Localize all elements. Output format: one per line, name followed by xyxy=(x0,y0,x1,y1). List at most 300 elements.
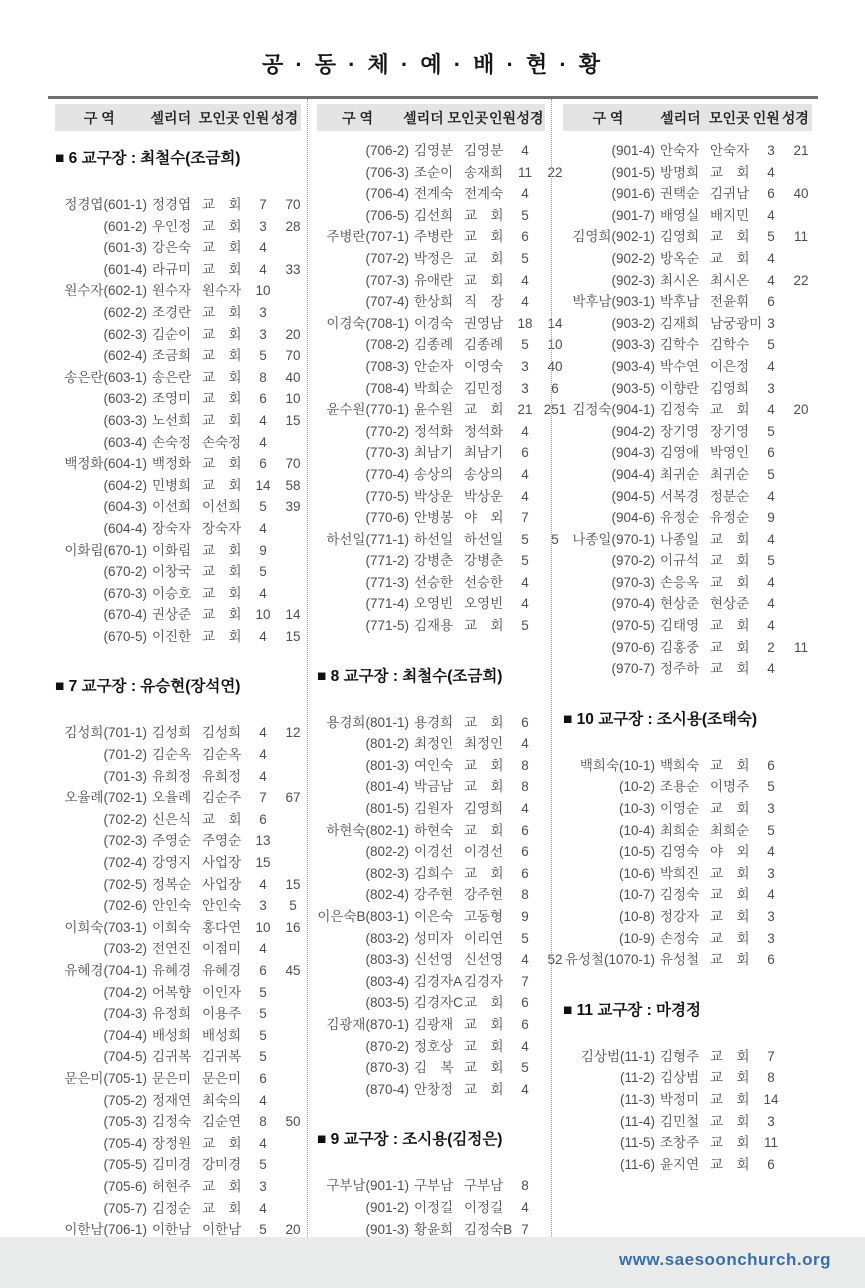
place-cell: 유정순 xyxy=(710,510,750,526)
bible-cell: 14 xyxy=(285,607,301,623)
table-row xyxy=(55,1025,301,1047)
table-row xyxy=(55,1046,301,1068)
table-row xyxy=(563,841,812,863)
table-row xyxy=(563,928,812,950)
table-row xyxy=(55,345,301,367)
leader-cell: 김영애 xyxy=(660,445,700,461)
place-cell: 교 회 xyxy=(710,229,750,245)
leader-cell: 김순옥 xyxy=(152,747,192,763)
place-cell: 문은미 xyxy=(202,1070,242,1086)
bible-cell: 33 xyxy=(285,261,301,277)
bible-cell: 70 xyxy=(285,348,301,364)
rows-block xyxy=(55,194,301,647)
count-cell: 7 xyxy=(521,510,529,526)
place-cell: 권영남 xyxy=(464,315,504,331)
place-cell: 교 회 xyxy=(202,369,242,385)
district-cell: (704-2) xyxy=(103,984,147,1000)
leader-cell: 유애란 xyxy=(414,272,454,288)
count-cell: 5 xyxy=(767,337,775,353)
table-row xyxy=(563,248,812,270)
leader-cell: 김학수 xyxy=(660,337,700,353)
table-row xyxy=(317,291,545,313)
header-cell-leader: 셀리더 xyxy=(660,109,701,126)
leader-cell: 박정은 xyxy=(414,250,454,266)
bible-cell: 40 xyxy=(285,369,301,385)
district-cell: (705-2) xyxy=(103,1092,147,1108)
count-cell: 18 xyxy=(517,315,533,331)
leader-cell: 윤지연 xyxy=(660,1156,700,1172)
table-row xyxy=(563,572,812,594)
place-cell: 강병춘 xyxy=(464,553,504,569)
leader-cell: 이규석 xyxy=(660,553,700,569)
leader-cell: 송상의 xyxy=(414,466,454,482)
place-cell: 이경선 xyxy=(464,844,504,860)
table-row xyxy=(55,237,301,259)
leader-cell: 박희순 xyxy=(414,380,454,396)
bible-cell: 40 xyxy=(547,358,563,374)
count-cell: 4 xyxy=(259,412,267,428)
leader-cell: 정석화 xyxy=(414,423,454,439)
place-cell: 교 회 xyxy=(710,531,750,547)
table-row xyxy=(563,949,812,971)
leader-cell: 김민철 xyxy=(660,1113,700,1129)
place-cell: 전계숙 xyxy=(464,186,504,202)
district-cell: (970-4) xyxy=(611,596,655,612)
table-row xyxy=(55,432,301,454)
table-column-2 xyxy=(307,99,567,1241)
header-cell-place: 모인곳 xyxy=(198,109,240,126)
leader-cell: 김희수 xyxy=(414,865,454,881)
place-cell: 교 회 xyxy=(710,1135,750,1151)
place-cell: 교 회 xyxy=(710,930,750,946)
table-row xyxy=(563,270,812,292)
count-cell: 3 xyxy=(521,380,529,396)
place-cell: 배지민 xyxy=(710,207,750,223)
district-cell: (10-2) xyxy=(618,779,655,795)
bible-cell: 67 xyxy=(285,790,301,806)
place-cell: 교 회 xyxy=(202,391,242,407)
place-cell: 교 회 xyxy=(710,757,750,773)
count-cell: 5 xyxy=(259,564,267,580)
district-cell: (10-3) xyxy=(618,801,655,817)
place-cell: 선승한 xyxy=(464,574,504,590)
bible-cell: 5 xyxy=(551,531,559,547)
table-row xyxy=(563,162,812,184)
district-cell: (708-3) xyxy=(365,358,409,374)
count-cell: 4 xyxy=(259,628,267,644)
table-row xyxy=(563,421,812,443)
place-cell: 교 회 xyxy=(202,218,242,234)
district-cell: (602-4) xyxy=(103,348,147,364)
count-cell: 7 xyxy=(767,1048,775,1064)
table-row xyxy=(563,205,812,227)
count-cell: 8 xyxy=(259,1114,267,1130)
count-cell: 4 xyxy=(259,876,267,892)
district-cell: 김정숙(904-1) xyxy=(572,402,655,418)
leader-cell: 김정숙 xyxy=(152,1114,192,1130)
place-cell: 장숙자 xyxy=(202,520,242,536)
count-cell: 5 xyxy=(521,553,529,569)
leader-cell: 김순이 xyxy=(152,326,192,342)
district-cell: (11-6) xyxy=(619,1156,655,1172)
district-cell: (771-2) xyxy=(365,553,409,569)
district-cell: (706-2) xyxy=(365,143,409,158)
place-cell: 김영분 xyxy=(464,143,504,158)
district-cell: (802-4) xyxy=(365,887,409,903)
district-cell: (802-3) xyxy=(365,865,409,881)
place-cell: 유혜경 xyxy=(202,963,242,978)
place-cell: 교 회 xyxy=(464,1081,504,1097)
table-row xyxy=(55,259,301,281)
table-row xyxy=(55,1176,301,1198)
district-cell: (803-2) xyxy=(365,930,409,946)
bible-cell: 21 xyxy=(793,143,809,158)
count-cell: 5 xyxy=(259,1157,267,1173)
place-cell: 남궁광미 xyxy=(710,315,763,331)
rows-block xyxy=(563,755,812,971)
count-cell: 4 xyxy=(259,725,267,741)
place-cell: 교 회 xyxy=(202,197,242,212)
count-cell: 10 xyxy=(255,283,271,299)
place-cell: 최희순 xyxy=(710,822,750,838)
bible-cell: 40 xyxy=(793,186,809,202)
district-cell: (904-3) xyxy=(611,445,655,461)
table-row xyxy=(55,917,301,939)
section-title: ■ 7 교구장 : 유승현(장석연) xyxy=(55,678,241,696)
leader-cell: 김태영 xyxy=(660,618,700,634)
leader-cell: 김영숙 xyxy=(660,844,700,860)
place-cell: 교 회 xyxy=(202,348,242,364)
leader-cell: 오율례 xyxy=(152,790,192,806)
place-cell: 송상의 xyxy=(464,466,504,482)
district-cell: (705-6) xyxy=(103,1178,147,1194)
table-row xyxy=(55,453,301,475)
district-cell: (901-2) xyxy=(365,1199,409,1215)
count-cell: 5 xyxy=(767,553,775,569)
leader-cell: 손응옥 xyxy=(660,574,700,590)
leader-cell: 박희진 xyxy=(660,865,700,881)
table-row xyxy=(563,593,812,615)
district-cell: 윤수원(770-1) xyxy=(326,402,409,418)
district-cell: (903-5) xyxy=(611,380,655,396)
leader-cell: 노선희 xyxy=(152,412,192,428)
count-cell: 8 xyxy=(521,779,529,795)
bible-cell: 15 xyxy=(285,876,301,892)
table-row xyxy=(317,971,545,993)
district-cell: (670-4) xyxy=(103,607,147,623)
header-cell-place: 모인곳 xyxy=(447,109,489,126)
place-cell: 교 회 xyxy=(202,564,242,580)
table-row xyxy=(563,183,812,205)
table-header xyxy=(317,104,545,131)
district-cell: (803-4) xyxy=(365,973,409,989)
leader-cell: 최귀순 xyxy=(660,466,700,482)
table-row xyxy=(55,194,301,216)
count-cell: 5 xyxy=(521,207,529,223)
place-cell: 최정인 xyxy=(464,736,504,752)
district-cell: (901-3) xyxy=(365,1221,409,1237)
leader-cell: 선승한 xyxy=(414,574,454,590)
leader-cell: 안순자 xyxy=(414,358,454,374)
district-cell: (901-5) xyxy=(611,164,655,180)
count-cell: 5 xyxy=(259,499,267,515)
count-cell: 6 xyxy=(521,865,529,881)
leader-cell: 박정미 xyxy=(660,1091,700,1107)
table-row xyxy=(55,938,301,960)
district-cell: (702-3) xyxy=(103,833,147,849)
table-row xyxy=(563,1089,812,1111)
district-cell: (708-2) xyxy=(365,337,409,353)
table-content xyxy=(48,96,818,1243)
count-cell: 4 xyxy=(767,402,775,418)
district-cell: (11-5) xyxy=(619,1135,655,1151)
district-cell: (670-3) xyxy=(103,585,147,601)
district-cell: 오율례(702-1) xyxy=(64,790,147,806)
place-cell: 교 회 xyxy=(202,542,242,558)
table-row xyxy=(563,820,812,842)
count-cell: 4 xyxy=(767,661,775,677)
leader-cell: 성미자 xyxy=(414,930,454,946)
table-row xyxy=(55,960,301,982)
leader-cell: 서복경 xyxy=(660,488,700,504)
bible-cell: 52 xyxy=(547,952,563,968)
district-cell: (10-6) xyxy=(618,865,655,881)
count-cell: 4 xyxy=(259,941,267,957)
table-row xyxy=(563,1111,812,1133)
place-cell: 김귀복 xyxy=(202,1049,242,1065)
table-row xyxy=(317,507,545,529)
leader-cell: 우인정 xyxy=(152,218,192,234)
district-cell: (904-6) xyxy=(611,510,655,526)
place-cell: 교 회 xyxy=(464,402,504,418)
table-row xyxy=(317,798,545,820)
table-row xyxy=(317,928,545,950)
table-row xyxy=(317,248,545,270)
district-cell: (601-3) xyxy=(103,240,147,256)
district-cell: (702-4) xyxy=(103,855,147,871)
table-row xyxy=(563,140,812,162)
leader-cell: 김종례 xyxy=(414,337,454,353)
count-cell: 3 xyxy=(767,909,775,924)
place-cell: 김학수 xyxy=(710,337,750,353)
district-cell: (801-5) xyxy=(365,801,409,817)
count-cell: 5 xyxy=(767,423,775,439)
table-row xyxy=(55,852,301,874)
place-cell: 고동형 xyxy=(464,909,504,924)
place-cell: 교 회 xyxy=(710,250,750,266)
count-cell: 5 xyxy=(259,1006,267,1022)
bible-cell: 14 xyxy=(547,315,563,331)
leader-cell: 한상희 xyxy=(414,294,454,310)
count-cell: 6 xyxy=(767,186,775,202)
table-row xyxy=(317,992,545,1014)
leader-cell: 이한남 xyxy=(152,1222,192,1238)
leader-cell: 백희숙 xyxy=(660,757,700,773)
leader-cell: 이창국 xyxy=(152,564,192,580)
leader-cell: 정강자 xyxy=(660,909,700,924)
district-cell: (970-7) xyxy=(611,661,655,677)
header-cell-bible: 성경 xyxy=(516,109,544,126)
leader-cell: 김정숙 xyxy=(660,887,700,903)
leader-cell: 하현숙 xyxy=(414,822,454,838)
leader-cell: 원수자 xyxy=(152,283,192,299)
bible-cell: 10 xyxy=(285,391,301,407)
place-cell: 이한남 xyxy=(202,1222,242,1238)
leader-cell: 손숙정 xyxy=(152,434,192,450)
count-cell: 8 xyxy=(521,1178,529,1194)
leader-cell: 이진한 xyxy=(152,628,192,644)
table-row xyxy=(563,550,812,572)
leader-cell: 박상운 xyxy=(414,488,454,504)
place-cell: 교 회 xyxy=(710,402,750,418)
header-cell-district: 구 역 xyxy=(592,109,624,126)
table-header xyxy=(563,104,812,131)
leader-cell: 안숙자 xyxy=(660,143,700,158)
count-cell: 8 xyxy=(521,887,529,903)
place-cell: 교 회 xyxy=(710,909,750,924)
header-cell-count: 인원 xyxy=(488,109,517,126)
district-cell: 송은란(603-1) xyxy=(64,369,147,385)
count-cell: 5 xyxy=(259,1222,267,1238)
bible-cell: 12 xyxy=(285,725,301,741)
place-cell: 김영희 xyxy=(464,801,504,817)
table-row xyxy=(55,518,301,540)
table-row xyxy=(55,583,301,605)
header-cell-leader: 셀리더 xyxy=(403,109,444,126)
place-cell: 박상운 xyxy=(464,488,504,504)
leader-cell: 김재희 xyxy=(660,315,700,331)
leader-cell: 김 복 xyxy=(414,1060,454,1076)
leader-cell: 유희정 xyxy=(152,768,192,784)
bible-cell: 11 xyxy=(793,639,808,655)
district-cell: 용경희(801-1) xyxy=(326,714,409,730)
district-cell: (701-2) xyxy=(103,747,147,763)
count-cell: 6 xyxy=(259,811,267,827)
leader-cell: 장숙자 xyxy=(152,520,192,536)
district-cell: (801-3) xyxy=(365,757,409,773)
district-cell: (770-3) xyxy=(365,445,409,461)
count-cell: 5 xyxy=(521,618,529,634)
district-cell: 문은미(705-1) xyxy=(64,1070,147,1086)
leader-cell: 김미경 xyxy=(152,1157,192,1173)
leader-cell: 김영분 xyxy=(414,143,454,158)
place-cell: 사업장 xyxy=(202,876,242,892)
header-cell-bible: 성경 xyxy=(781,109,809,126)
district-cell: (771-3) xyxy=(365,574,409,590)
count-cell: 5 xyxy=(259,1027,267,1043)
section-title: ■ 9 교구장 : 조시용(김정은) xyxy=(317,1131,503,1149)
place-cell: 김성희 xyxy=(202,725,242,741)
count-cell: 6 xyxy=(521,229,529,245)
leader-cell: 정경엽 xyxy=(152,197,192,212)
place-cell: 전윤휘 xyxy=(710,294,750,310)
place-cell: 신선영 xyxy=(464,952,504,968)
table-row xyxy=(563,291,812,313)
place-cell: 구부남 xyxy=(464,1178,504,1194)
place-cell: 교 회 xyxy=(710,1070,750,1086)
count-cell: 4 xyxy=(521,952,529,968)
table-row xyxy=(317,820,545,842)
footer-url: www.saesoonchurch.org xyxy=(618,1250,831,1269)
header-cell-count: 인원 xyxy=(752,109,780,126)
place-cell: 손숙정 xyxy=(202,434,242,450)
place-cell: 강미경 xyxy=(202,1157,242,1173)
place-cell: 하선일 xyxy=(464,531,504,547)
table-row xyxy=(317,421,545,443)
count-cell: 4 xyxy=(521,294,529,310)
place-cell: 교 회 xyxy=(710,1113,750,1129)
leader-cell: 하선일 xyxy=(414,531,454,547)
place-cell: 최시온 xyxy=(710,272,750,288)
rows-block xyxy=(317,1175,545,1240)
count-cell: 6 xyxy=(259,1070,267,1086)
district-cell: (770-2) xyxy=(365,423,409,439)
count-cell: 9 xyxy=(521,909,529,924)
place-cell: 교 회 xyxy=(710,952,750,968)
leader-cell: 어복향 xyxy=(152,984,192,1000)
place-cell: 교 회 xyxy=(464,822,504,838)
place-cell: 교 회 xyxy=(202,607,242,623)
place-cell: 교 회 xyxy=(710,639,750,655)
place-cell: 안숙자 xyxy=(710,143,750,158)
leader-cell: 이영순 xyxy=(660,801,700,817)
district-cell: (707-2) xyxy=(365,250,409,266)
leader-cell: 장기영 xyxy=(660,423,700,439)
table-row xyxy=(55,1090,301,1112)
place-cell: 교 회 xyxy=(202,304,242,320)
place-cell: 교 회 xyxy=(464,1038,504,1054)
table-row xyxy=(317,205,545,227)
place-cell: 강주현 xyxy=(464,887,504,903)
table-row xyxy=(563,529,812,551)
district-cell: (870-4) xyxy=(365,1081,409,1097)
count-cell: 4 xyxy=(521,801,529,817)
table-row xyxy=(317,1036,545,1058)
place-cell: 김영희 xyxy=(710,380,750,396)
district-cell: 이은숙B(803-1) xyxy=(317,909,409,924)
table-row xyxy=(563,615,812,637)
leader-cell: 김성희 xyxy=(152,725,192,741)
bible-cell: 5 xyxy=(289,898,297,914)
district-cell: (11-2) xyxy=(619,1070,655,1086)
district-cell: 원수자(602-1) xyxy=(64,283,147,299)
count-cell: 4 xyxy=(767,164,775,180)
count-cell: 4 xyxy=(767,844,775,860)
table-row xyxy=(317,334,563,356)
district-cell: (11-3) xyxy=(619,1091,655,1107)
count-cell: 4 xyxy=(767,358,775,374)
place-cell: 교 회 xyxy=(202,628,242,644)
district-cell: (801-2) xyxy=(365,736,409,752)
place-cell: 홍다연 xyxy=(202,919,242,935)
district-cell: (603-3) xyxy=(103,412,147,428)
count-cell: 3 xyxy=(259,1178,267,1194)
table-row xyxy=(55,302,301,324)
district-cell: (904-2) xyxy=(611,423,655,439)
leader-cell: 이향란 xyxy=(660,380,700,396)
count-cell: 6 xyxy=(521,1016,529,1032)
district-cell: (604-3) xyxy=(103,499,147,515)
bible-cell: 10 xyxy=(547,337,563,353)
count-cell: 10 xyxy=(255,919,271,935)
table-row xyxy=(563,313,812,335)
leader-cell: 신선영 xyxy=(414,952,454,968)
table-row xyxy=(317,1057,545,1079)
place-cell: 최남기 xyxy=(464,445,504,461)
leader-cell: 황윤희 xyxy=(414,1221,454,1237)
place-cell: 교 회 xyxy=(202,240,242,256)
count-cell: 8 xyxy=(521,757,529,773)
